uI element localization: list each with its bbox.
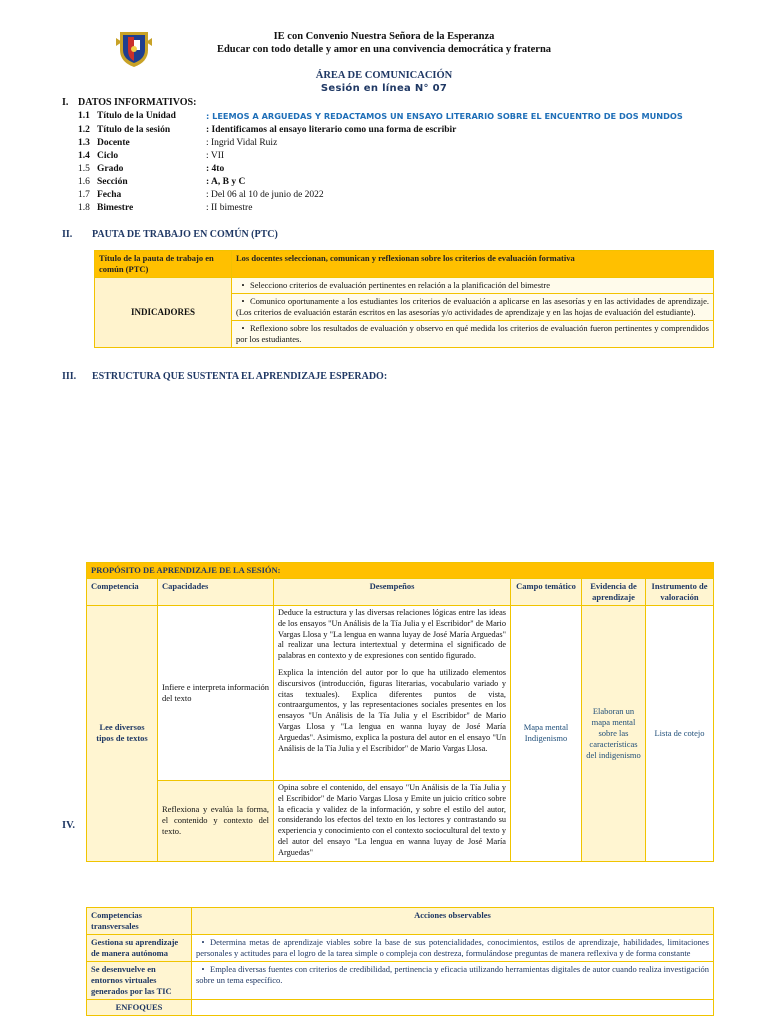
row-value: : A, B y C [206,177,246,187]
seccion-value: A, B y C [211,177,246,187]
row-value: : Identificamos al ensayo literario como una forma de escribir [206,125,457,135]
proposito-header-row [87,579,714,606]
row-label: Fecha [97,190,122,200]
row-number: 1.1 [78,111,90,121]
indicator-item [232,278,714,294]
section-1-heading: I. DATOS INFORMATIVOS: [62,97,197,108]
transversal-row [87,962,714,1000]
row-label: Bimestre [97,203,134,213]
transversal-action [192,962,714,1000]
row-value: : II bimestre [206,203,253,213]
info-row-docente [0,137,768,149]
institution-name: IE con Convenio Nuestra Señora de la Esperanza [273,31,495,42]
capacidad-cell: Infiere e interpreta información del texto [158,606,274,781]
header-capacidades: Capacidades [158,579,274,606]
row-value: : LEEMOS A ARGUEDAS Y REDACTAMOS UN ENSAYO LITERARIO SOBRE EL ENCUENTRO DE DOS MUNDOS [206,111,683,121]
row-number: 1.8 [78,203,90,213]
proposito-table [86,562,714,862]
action-text: Emplea diversas fuentes con criterios de credibilidad, pertinencia y eficacia utilizando herramientas digitales de autor cuando realiza investigación sobre un tema específico. [196,964,709,986]
row-label: Docente [97,138,130,148]
section-1-number: I. [62,97,69,108]
desempeno-text: Explica la intención del autor por lo que ha utilizado elementos discursivos (introducción, figuras literarias, vocabulario variado y citas textuales). Explica diferentes puntos de vista, contraargumentos, y las representaciones sociales presentes en los ensayos "Un Análisis de la Tía Julia y el Escribidor" de Mario Vargas Llosa y "La lengua en wanna luyay de José María Arguedas". Asimismo, explica la postura del autor en el ensayo "Un Análisis de la Tía Julia y el Escribidor" de Mario Vargas Llosa. [278,668,506,753]
unidad-title: LEEMOS A ARGUEDAS Y REDACTAMOS UN ENSAYO LITERARIO SOBRE EL ENCUENTRO DE DOS MUNDOS [212,111,683,121]
ptc-header-row [95,251,714,278]
info-row-seccion [0,176,768,188]
info-row-bimestre [0,202,768,214]
header-instrumento: Instrumento de valoración [646,579,714,606]
action-text: Determina metas de aprendizaje viables sobre la base de sus potencialidades, conocimientos, estilos de aprendizaje, habilidades, limitaciones personales y actitudes para el logro de la tarea simple o compleja con destreza, formulándose preguntas de manera reflexiva y de forma constante [196,937,709,959]
motto: Educar con todo detalle y amor en una convivencia democrática y fraterna [216,44,552,55]
indicator-item [232,321,714,348]
info-row-fecha [0,189,768,201]
row-label: Grado [97,164,124,174]
row-number: 1.6 [78,177,90,187]
row-value: : VII [206,151,225,161]
info-row-sesion [0,124,768,136]
desempeno-text: Deduce la estructura y las diversas relaciones lógicas entre las ideas de los ensayos "Un Análisis de la Tía Julia y el Escribidor" de Mario Vargas Llosa y "La lengua en wanna luyay de José María Arguedas" al realizar una lectura intertextual y determina el significado de palabras en contexto y de expresiones con sentido figurado. [278,608,506,661]
row-number: 1.4 [78,151,90,161]
section-3-heading: III. ESTRUCTURA QUE SUSTENTA EL APRENDIZAJE ESPERADO: [62,371,388,382]
row-number: 1.5 [78,164,90,174]
bullet-icon: • [241,323,245,334]
desempeno-cell [274,606,511,781]
section-2-title: PAUTA DE TRABAJO EN COMÚN (PTC) [92,229,278,240]
row-number: 1.2 [78,125,90,135]
bullet-icon: • [201,964,205,975]
header-competencia: Competencia [87,579,158,606]
bullet-icon: • [241,280,245,291]
transversales-header-row [87,908,714,935]
docente-value: Ingrid Vidal Ruiz [211,138,278,148]
transversales-table [86,907,714,1016]
indicator-text: Comunico oportunamente a los estudiantes los criterios de evaluación a aplicarse en las asesorías y en las actividades de aprendizaje. (Los criterios de evaluación estarán escritos en las asesorías y/o actividades de aprendizaje y en las hojas de evaluación del estudiante). [236,296,709,318]
section-2-heading [62,229,278,240]
proposito-row [87,606,714,781]
proposito-title: PROPÓSITO DE APRENDIZAJE DE LA SESIÓN: [87,563,714,579]
instrumento-cell: Lista de cotejo [646,606,714,861]
header-campo: Campo temático [511,579,582,606]
grado-value: 4to [211,164,225,174]
transversal-row [87,1000,714,1016]
section-4-number: IV. [62,820,75,831]
indicator-text: Selecciono criterios de evaluación pertinentes en relación a la planificación del bimestre [250,280,550,291]
row-number: 1.7 [78,190,90,200]
row-value: : Ingrid Vidal Ruiz [206,138,278,148]
indicator-text: Reflexiono sobre los resultados de evaluación y observo en qué medida los criterios de evaluación fueron pertinentes y comprendidos por los estudiantes. [236,323,709,345]
proposito-title-row [87,563,714,579]
bimestre-value: II bimestre [211,203,253,213]
row-label: Título de la Unidad [97,111,176,121]
row-label: Ciclo [97,151,119,161]
ptc-table [94,250,714,348]
row-number: 1.3 [78,138,90,148]
ciclo-value: VII [210,151,225,161]
transversales-header-left: Competencias transversales [87,908,192,935]
section-2-number: II. [62,229,73,240]
transversal-label: Se desenvuelve en entornos virtuales generados por las TIC [87,962,192,1000]
desempeno-cell: Opina sobre el contenido, del ensayo "Un Análisis de la Tía Julia y el Escribidor" de Mario Vargas Llosa y Emite un juicio crítico sobre la eficacia y validez de la información, y sobre el estilo del autor, considerando los efectos del texto en los lectores y contrastando su experiencia y conocimiento con el contexto sociocultural del texto y del autor del ensayo "La lengua en wanna luyay de José María Arguedas" [274,781,511,861]
transversal-row [87,935,714,962]
bullet-icon: • [241,296,245,307]
indicadores-label: INDICADORES [95,278,232,348]
header-evidencia: Evidencia de aprendizaje [582,579,646,606]
sesion-title: Identificamos al ensayo literario como una forma de escribir [211,125,457,135]
row-value: : 4to [206,164,225,174]
info-row-grado [0,163,768,175]
proposito-title-text: PROPÓSITO DE APRENDIZAJE DE LA SESIÓN [91,565,278,575]
info-row-ciclo [0,150,768,162]
bullet-icon: • [201,937,205,948]
row-value: : Del 06 al 10 de junio de 2022 [206,190,324,200]
row-label: Sección [97,177,128,187]
enfoques-label: ENFOQUES [87,1000,192,1016]
evidencia-cell: Elaboran un mapa mental sobre las características del indigenismo [582,606,646,861]
ptc-row [95,278,714,294]
area-title: ÁREA DE COMUNICACIÓN [315,70,453,81]
ptc-header-left: Título de la pauta de trabajo en común (PTC) [95,251,232,278]
transversal-action [192,935,714,962]
section-3-number: III. [62,371,77,382]
row-label: Título de la sesión [97,125,171,135]
enfoques-cell [192,1000,714,1016]
ptc-header-right: Los docentes seleccionan, comunican y reflexionan sobre los criterios de evaluación formativa [232,251,714,278]
capacidad-cell: Reflexiona y evalúa la forma, el contenido y contexto del texto. [158,781,274,861]
fecha-value: Del 06 al 10 de junio de 2022 [211,190,324,200]
competencia-cell: Lee diversos tipos de textos [87,606,158,861]
header-desempenos: Desempeños [274,579,511,606]
info-row-unidad [0,110,768,122]
session-title: Sesión en línea N° 07 [320,83,448,94]
transversal-label: Gestiona su aprendizaje de manera autónoma [87,935,192,962]
section-1-title: DATOS INFORMATIVOS [78,97,194,108]
campo-cell: Mapa mental Indigenismo [511,606,582,861]
transversales-header-right: Acciones observables [192,908,714,935]
indicator-item [232,294,714,321]
section-3-title: ESTRUCTURA QUE SUSTENTA EL APRENDIZAJE ESPERADO [92,371,384,382]
